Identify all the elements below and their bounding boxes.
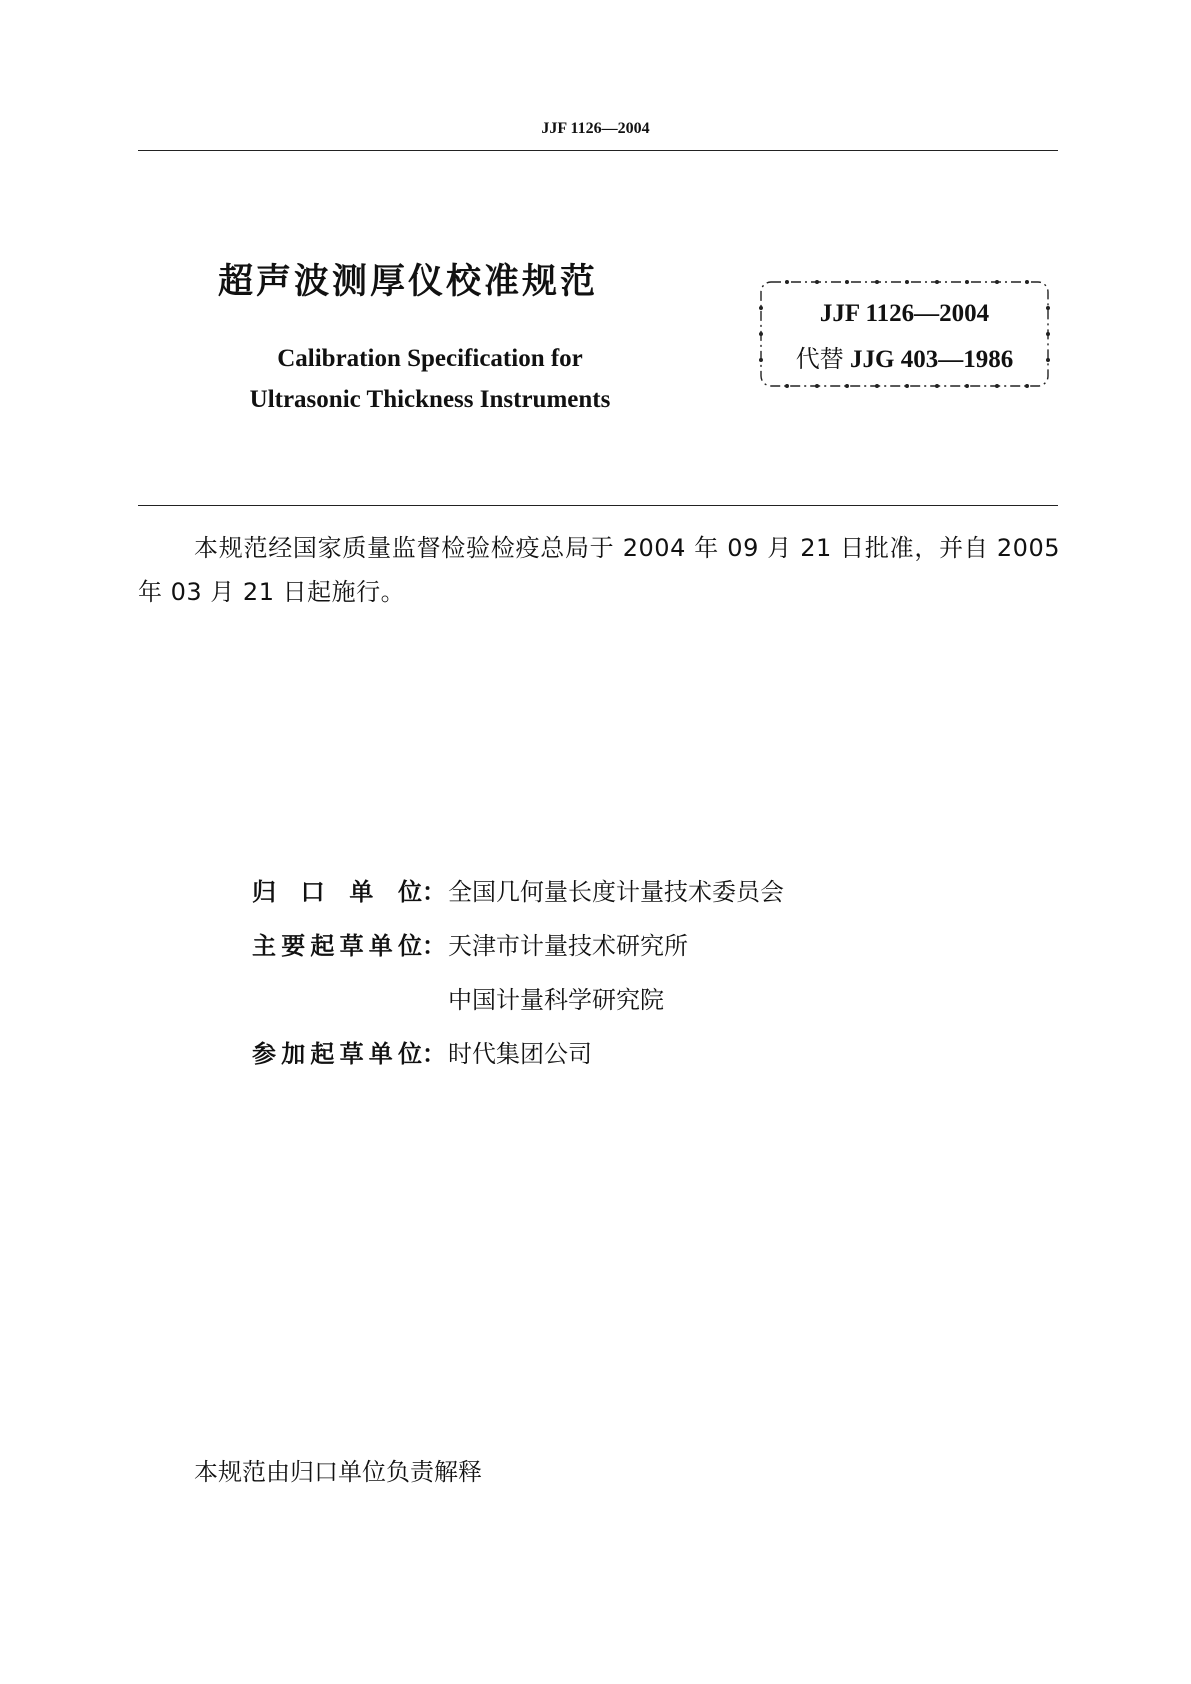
- approval-paragraph: 本规范经国家质量监督检验检疫总局于 2004 年 09 月 21 日批准，并自 2005 年 03 月 21 日起施行。: [138, 534, 1060, 606]
- header-rule: [138, 150, 1058, 151]
- org-value: 时代集团公司: [448, 1040, 592, 1068]
- org-value: 天津市计量技术研究所: [448, 932, 688, 960]
- title-english-line2: Ultrasonic Thickness Instruments: [249, 386, 611, 413]
- standard-code-box: [757, 278, 1052, 390]
- title-chinese: 超声波测厚仪校准规范: [218, 262, 599, 302]
- replaces-line: [757, 339, 1052, 374]
- org-label: 主要起草单位: [252, 932, 422, 960]
- org-label: 归口单位: [252, 878, 422, 906]
- standard-code: JJF 1126—2004: [819, 300, 990, 327]
- replaced-standard-code: JJG 403—1986: [850, 346, 1014, 373]
- org-colon: ：: [422, 878, 446, 906]
- org-value: 中国计量科学研究院: [448, 986, 664, 1014]
- org-colon: ：: [422, 1040, 446, 1068]
- header-standard-code: JJF 1126—2004: [541, 120, 650, 137]
- replaces-prefix: 代替: [795, 345, 844, 373]
- title-english-line1: Calibration Specification for: [277, 345, 583, 372]
- org-colon: ：: [422, 932, 446, 960]
- org-value: 全国几何量长度计量技术委员会: [448, 878, 784, 906]
- section-rule: [138, 505, 1058, 506]
- org-label: 参加起草单位: [252, 1040, 422, 1068]
- interpretation-note: 本规范由归口单位负责解释: [194, 1458, 482, 1486]
